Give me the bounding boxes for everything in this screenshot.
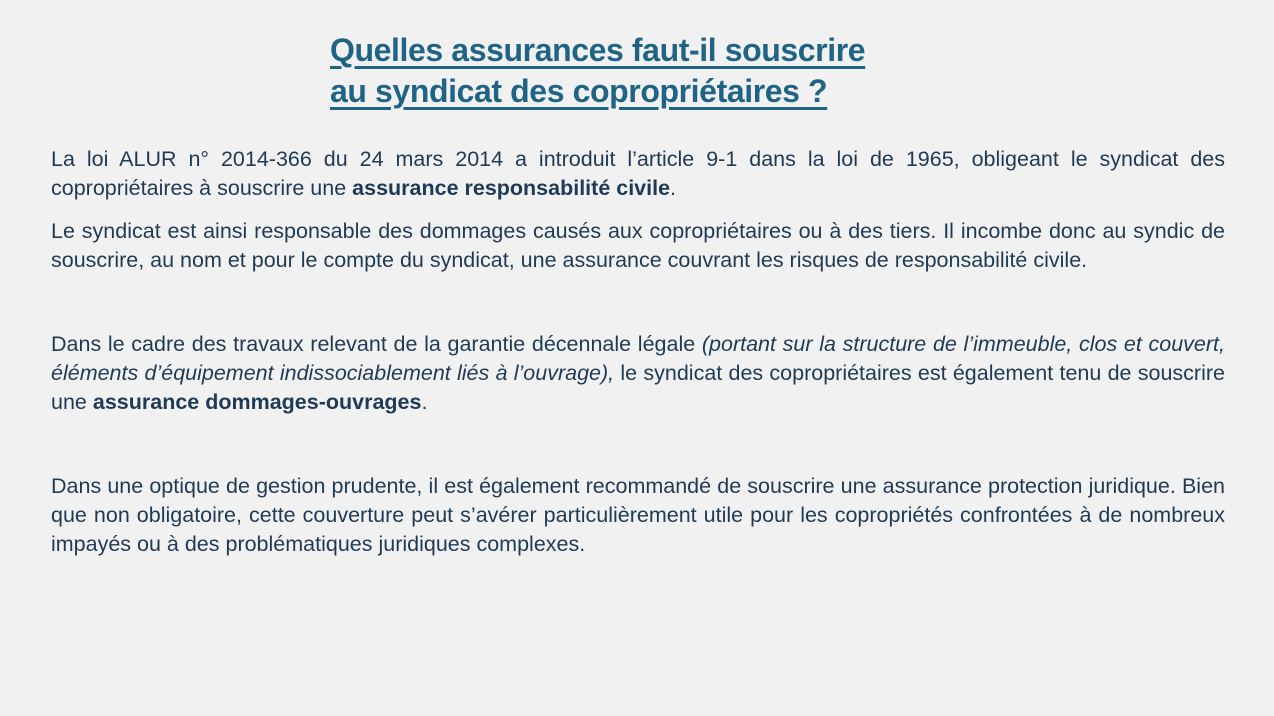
paragraph-garantie-decennale: [51, 330, 1225, 417]
page-title-line-2: au syndicat des copropriétaires ?: [330, 73, 828, 109]
paragraph-protection-juridique: [51, 472, 1225, 559]
text-segment: La loi ALUR n° 2014-366 du 24 mars 2014 a introduit l’article 9-1 dans la loi de 1965, obligeant le syndicat des copropriétaires à souscrire une: [51, 147, 1225, 200]
text-segment-bold: assurance responsabilité civile: [352, 176, 671, 200]
paragraph-loi-alur: [51, 145, 1225, 203]
paragraph-responsabilite-civile: [51, 217, 1225, 275]
text-segment: le syndicat des copropriétaires est également tenu de souscrire une: [51, 361, 1225, 414]
text-segment-bold: assurance dommages-ouvrages: [92, 390, 422, 414]
text-segment: .: [670, 176, 677, 200]
text-segment-italic: (portant sur la structure de l’immeuble, clos et couvert, éléments d’équipement indissociablement liés à l’ouvrage),: [51, 332, 1225, 385]
text-segment: Le syndicat est ainsi responsable des dommages causés aux copropriétaires ou à des tiers. Il incombe donc au syndic de souscrire, au nom et pour le compte du syndicat, une assurance couvrant les risques de responsabilité civile.: [51, 219, 1225, 272]
page-title-line-1: Quelles assurances faut-il souscrire: [330, 32, 866, 68]
text-segment: Dans une optique de gestion prudente, il est également recommandé de souscrire une assurance protection juridique. Bien que non obligatoire, cette couverture peut s’avérer particulièrement utile pour les copropriétés confrontées à de nombreux impayés ou à des problématiques juridiques complexes.: [51, 474, 1225, 556]
document-body: [51, 145, 1225, 559]
page-title: [330, 30, 1274, 112]
text-segment: Dans le cadre des travaux relevant de la garantie décennale légale: [51, 332, 702, 356]
text-segment: .: [421, 390, 428, 414]
